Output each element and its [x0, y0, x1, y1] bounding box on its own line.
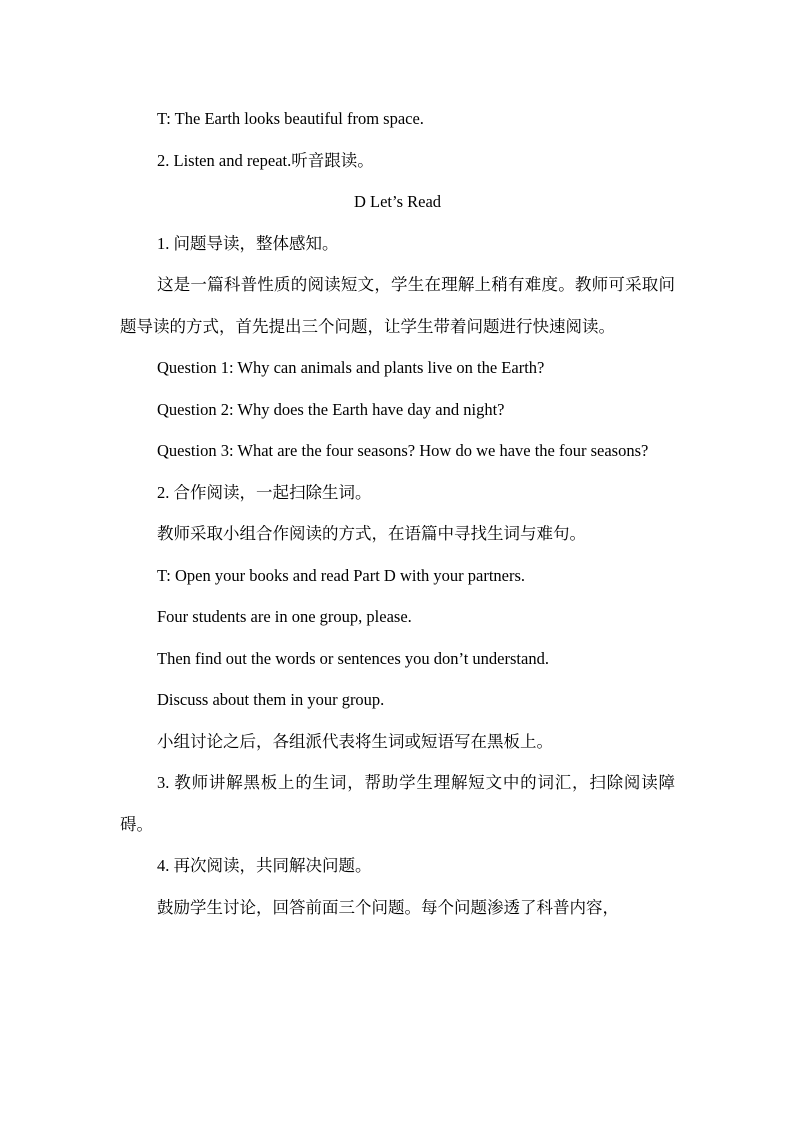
dialogue-line: T: Open your books and read Part D with your partners.	[157, 565, 526, 585]
question-line: Question 2: Why does the Earth have day and night?	[157, 399, 505, 419]
question-paragraph: Question 3: What are the four seasons? How do we have the four seasons?	[157, 441, 649, 460]
step-heading: 2. 合作阅读，一起扫除生词。	[157, 482, 372, 502]
paragraph: 这是一篇科普性质的阅读短文，学生在理解上稍有难度。教师可采取问题导读的方式，首先提出三个问题，让学生带着问题进行快速阅读。	[120, 275, 675, 336]
step-heading: 4. 再次阅读，共同解决问题。	[157, 856, 372, 875]
section-heading: D Let’s Read	[353, 192, 442, 211]
dialogue-line: Discuss about them in your group.	[157, 690, 385, 709]
dialogue-line: Then find out the words or sentences you don’t understand.	[157, 648, 549, 668]
paragraph-line: 小组讨论之后，各组派代表将生词或短语写在黑板上。	[157, 731, 553, 751]
question-line: Question 1: Why can animals and plants live on the Earth?	[157, 358, 545, 377]
paragraph: 3. 教师讲解黑板上的生词，帮助学生理解短文中的词汇，扫除阅读障碍。	[120, 773, 675, 834]
document-body	[120, 98, 675, 928]
paragraph-line: 鼓励学生讨论，回答前面三个问题。每个问题渗透了科普内容，	[157, 897, 619, 917]
paragraph-line: 教师采取小组合作阅读的方式，在语篇中寻找生词与难句。	[157, 524, 586, 543]
dialogue-line: Four students are in one group, please.	[157, 607, 412, 626]
instruction-line: 2. Listen and repeat.听音跟读。	[157, 150, 374, 170]
step-heading: 1. 问题导读，整体感知。	[157, 233, 339, 253]
dialogue-line: T: The Earth looks beautiful from space.	[157, 109, 424, 128]
